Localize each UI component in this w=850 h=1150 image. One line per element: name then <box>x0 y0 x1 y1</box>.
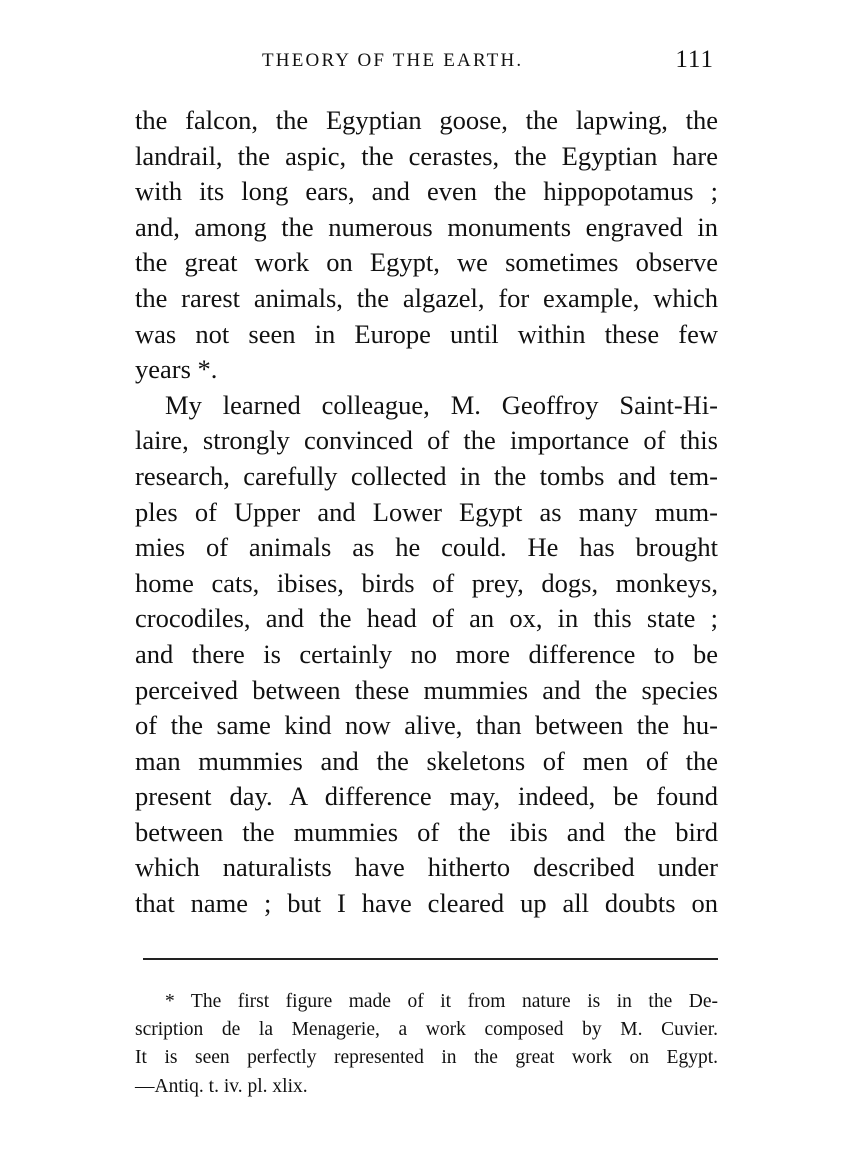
body-line: ples of Upper and Lower Egypt as many mum- <box>135 496 718 527</box>
body-line: and, among the numerous monuments engraved in <box>135 211 718 242</box>
body-line: research, carefully collected in the tombs and tem- <box>135 460 718 491</box>
body-line: My learned colleague, M. Geoffroy Saint-Hi- <box>165 389 718 420</box>
body-line: home cats, ibises, birds of prey, dogs, monkeys, <box>135 567 718 598</box>
body-text <box>135 103 718 922</box>
body-line: with its long ears, and even the hippopotamus ; <box>135 176 718 207</box>
footnote <box>135 988 718 1101</box>
footnote-line: It is seen perfectly represented in the great work on Egypt. <box>135 1047 718 1069</box>
running-head <box>262 46 714 76</box>
body-line: man mummies and the skeletons of men of the <box>135 745 718 776</box>
body-line: mies of animals as he could. He has brought <box>135 532 718 563</box>
footnote-line: —Antiq. t. iv. pl. xlix. <box>135 1075 308 1097</box>
body-line: perceived between these mummies and the species <box>135 674 718 705</box>
body-line: was not seen in Europe until within these few <box>135 318 718 349</box>
running-title: THEORY OF THE EARTH. <box>262 50 524 71</box>
body-line: that name ; but I have cleared up all doubts on <box>135 888 718 919</box>
body-line: between the mummies of the ibis and the bird <box>135 816 718 847</box>
body-line: years *. <box>135 354 218 385</box>
body-line: present day. A difference may, indeed, be found <box>135 781 718 812</box>
page-number: 111 <box>675 46 714 73</box>
body-line: and there is certainly no more difference to be <box>135 638 718 669</box>
body-line: which naturalists have hitherto described under <box>135 852 718 883</box>
footnote-line: * The first figure made of it from nature is in the De- <box>165 991 718 1012</box>
body-line: crocodiles, and the head of an ox, in this state ; <box>135 603 718 634</box>
body-line: the rarest animals, the algazel, for example, which <box>135 282 718 313</box>
body-line: the falcon, the Egyptian goose, the lapwing, the <box>135 105 718 135</box>
body-line: landrail, the aspic, the cerastes, the Egyptian hare <box>135 140 718 171</box>
body-line: the great work on Egypt, we sometimes observe <box>135 247 718 278</box>
body-line: of the same kind now alive, than between the hu- <box>135 710 718 741</box>
body-line: laire, strongly convinced of the importance of this <box>135 425 718 456</box>
footnote-line: scription de la Menagerie, a work composed by M. Cuvier. <box>135 1019 718 1041</box>
footnote-rule <box>143 958 718 960</box>
